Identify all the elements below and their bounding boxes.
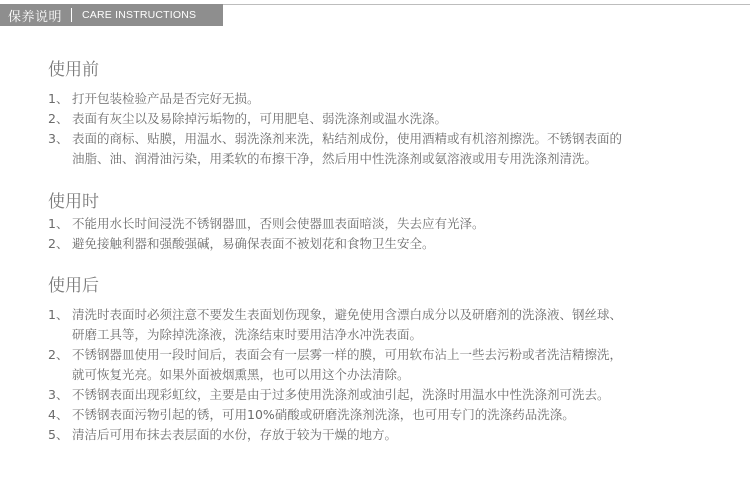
item-line: 不能用水长时间浸洗不锈钢器皿，否则会使器皿表面暗淡，失去应有光泽。 (72, 216, 485, 231)
item-line: 表面有灰尘以及易除掉污垢物的，可用肥皂、弱洗涤剂或温水洗涤。 (72, 111, 448, 126)
item-text (72, 345, 730, 385)
item-number: 1、 (48, 216, 69, 231)
item-number: 2、 (48, 111, 69, 126)
section-during-use (48, 192, 730, 254)
item-number: 3、 (48, 131, 69, 146)
header-divider (71, 8, 72, 22)
item-line: 油脂、油、润滑油污染，用柔软的布擦干净，然后用中性洗涤剂或氨溶液或用专用洗涤剂清洗。 (72, 151, 598, 166)
item-number: 1、 (48, 91, 69, 106)
header-title-en: CARE INSTRUCTIONS (82, 9, 197, 21)
list-item (48, 405, 730, 425)
list-item (48, 109, 730, 129)
item-line: 不锈钢器皿使用一段时间后，表面会有一层雾一样的膜，可用软布沾上一些去污粉或者洗洁精擦洗， (72, 347, 623, 362)
item-text (72, 89, 730, 109)
header-rule (223, 4, 750, 5)
item-text (72, 385, 730, 405)
item-line: 就可恢复光亮。如果外面被烟熏黑，也可以用这个办法清除。 (72, 367, 410, 382)
section-heading: 使用时 (48, 192, 99, 212)
item-number: 4、 (48, 407, 69, 422)
item-number: 2、 (48, 347, 69, 362)
item-number: 2、 (48, 236, 69, 251)
instruction-list (48, 89, 730, 169)
list-item (48, 305, 730, 345)
item-text (72, 109, 730, 129)
list-item (48, 129, 730, 169)
list-item (48, 385, 730, 405)
header-tab (0, 4, 223, 26)
list-item (48, 425, 730, 445)
section-before-use (48, 60, 730, 169)
item-line: 不锈钢表面污物引起的锈，可用10%硝酸或研磨洗涤剂洗涤，也可用专门的洗涤药品洗涤。 (72, 407, 575, 422)
header-bar (0, 4, 750, 26)
section-heading: 使用前 (48, 60, 99, 80)
item-text (72, 305, 730, 345)
item-text (72, 129, 730, 169)
list-item (48, 89, 730, 109)
item-line: 清洗时表面时必须注意不要发生表面划伤现象，避免使用含漂白成分以及研磨剂的洗涤液、钢丝球、 (72, 307, 623, 322)
item-line: 清洁后可用布抹去表层面的水份，存放于较为干燥的地方。 (72, 427, 398, 442)
item-number: 3、 (48, 387, 69, 402)
instruction-list (48, 305, 730, 445)
item-line: 研磨工具等，为除掉洗涤液，洗涤结束时要用洁净水冲洗表面。 (72, 327, 423, 342)
list-item (48, 234, 730, 254)
section-heading: 使用后 (48, 276, 99, 296)
item-text (72, 234, 730, 254)
list-item (48, 214, 730, 234)
item-line: 表面的商标、贴膜，用温水、弱洗涤剂来洗，粘结剂成份，使用酒精或有机溶剂擦洗。不锈钢表面的 (72, 131, 623, 146)
item-line: 不锈钢表面出现彩虹纹，主要是由于过多使用洗涤剂或油引起，洗涤时用温水中性洗涤剂可洗去。 (72, 387, 610, 402)
item-text (72, 425, 730, 445)
section-after-use (48, 276, 730, 445)
item-number: 1、 (48, 307, 69, 322)
item-line: 避免接触利器和强酸强碱，易确保表面不被划花和食物卫生安全。 (72, 236, 435, 251)
item-text (72, 214, 730, 234)
item-text (72, 405, 730, 425)
list-item (48, 345, 730, 385)
instruction-list (48, 214, 730, 254)
item-number: 5、 (48, 427, 69, 442)
header-title-cn: 保养说明 (8, 9, 63, 25)
item-line: 打开包装检验产品是否完好无损。 (72, 91, 260, 106)
